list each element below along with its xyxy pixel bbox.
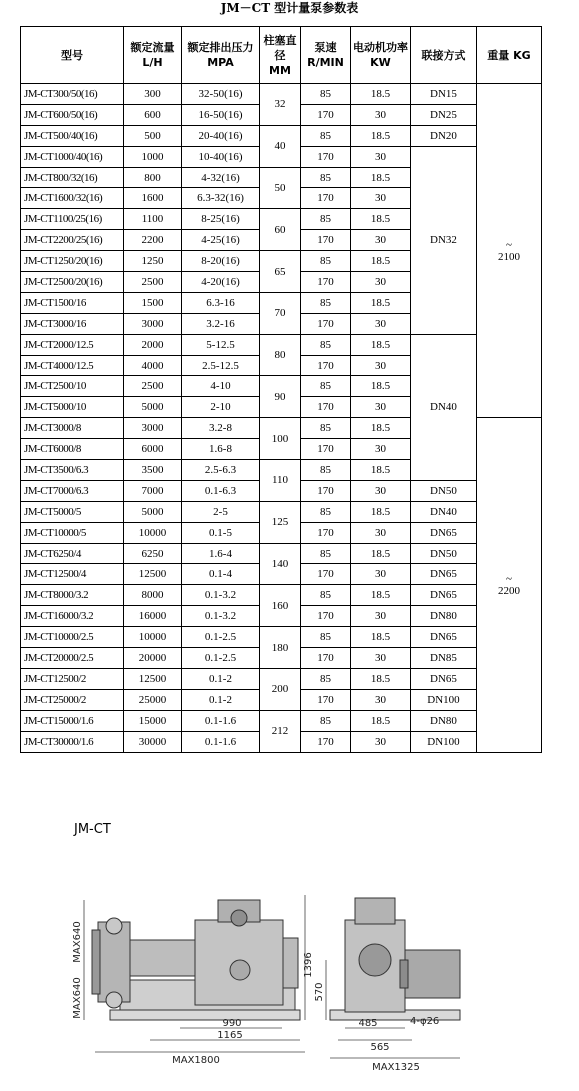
cell-pressure: 0.1-2.5 — [182, 627, 260, 648]
cell-model: JM-CT2000/12.5 — [21, 334, 124, 355]
dim-570: 570 — [314, 982, 325, 1002]
cell-flow: 16000 — [124, 606, 182, 627]
cell-motor: 18.5 — [351, 585, 411, 606]
cell-connection: DN32 — [411, 146, 477, 334]
cell-pressure: 0.1-2.5 — [182, 648, 260, 669]
cell-flow: 2500 — [124, 376, 182, 397]
cell-speed: 170 — [301, 313, 351, 334]
cell-pressure: 4-10 — [182, 376, 260, 397]
cell-speed: 85 — [301, 627, 351, 648]
cell-motor: 18.5 — [351, 376, 411, 397]
cell-motor: 18.5 — [351, 627, 411, 648]
cell-flow: 800 — [124, 167, 182, 188]
cell-motor: 18.5 — [351, 418, 411, 439]
cell-model: JM-CT4000/12.5 — [21, 355, 124, 376]
cell-pressure: 2-5 — [182, 501, 260, 522]
pump-dimension-drawing — [0, 860, 579, 1091]
cell-connection: DN85 — [411, 648, 477, 669]
table-body — [21, 84, 542, 753]
cell-connection: DN80 — [411, 710, 477, 731]
header-plunger: 柱塞直径 MM — [260, 27, 301, 84]
cell-plunger: 200 — [260, 668, 301, 710]
cell-pressure: 0.1-4 — [182, 564, 260, 585]
side-motor-coupling — [400, 960, 408, 988]
cell-speed: 85 — [301, 668, 351, 689]
cell-speed: 85 — [301, 418, 351, 439]
cell-motor: 30 — [351, 522, 411, 543]
cell-speed: 170 — [301, 731, 351, 752]
side-top-block — [355, 898, 395, 924]
cell-flow: 500 — [124, 125, 182, 146]
cell-pressure: 3.2-8 — [182, 418, 260, 439]
cell-model: JM-CT2200/25(16) — [21, 230, 124, 251]
cell-speed: 170 — [301, 397, 351, 418]
cell-pressure: 1.6-8 — [182, 439, 260, 460]
cell-model: JM-CT16000/3.2 — [21, 606, 124, 627]
cell-plunger: 212 — [260, 710, 301, 752]
cell-motor: 18.5 — [351, 710, 411, 731]
cell-connection: DN50 — [411, 480, 477, 501]
cell-motor: 18.5 — [351, 251, 411, 272]
cell-speed: 85 — [301, 334, 351, 355]
cell-speed: 170 — [301, 689, 351, 710]
cell-flow: 6250 — [124, 543, 182, 564]
cell-speed: 170 — [301, 439, 351, 460]
cell-motor: 18.5 — [351, 460, 411, 481]
dim-1165: 1165 — [217, 1030, 243, 1041]
cell-speed: 170 — [301, 564, 351, 585]
cell-speed: 85 — [301, 710, 351, 731]
cell-motor: 18.5 — [351, 84, 411, 105]
dim-max640-lower: MAX640 — [72, 977, 83, 1019]
header-weight: 重量 KG — [477, 27, 542, 84]
front-base-plate — [110, 1010, 300, 1020]
cell-motor: 18.5 — [351, 334, 411, 355]
cell-pressure: 1.6-4 — [182, 543, 260, 564]
cell-model: JM-CT12500/2 — [21, 668, 124, 689]
cell-model: JM-CT1500/16 — [21, 292, 124, 313]
cell-motor: 30 — [351, 439, 411, 460]
cell-pressure: 0.1-2 — [182, 689, 260, 710]
cell-pressure: 6.3-16 — [182, 292, 260, 313]
cell-model: JM-CT300/50(16) — [21, 84, 124, 105]
front-gearbox-knob — [231, 910, 247, 926]
cell-motor: 30 — [351, 689, 411, 710]
cell-flow: 30000 — [124, 731, 182, 752]
front-crosshead — [130, 940, 198, 976]
cell-connection: DN15 — [411, 84, 477, 105]
cell-plunger: 110 — [260, 460, 301, 502]
cell-model: JM-CT500/40(16) — [21, 125, 124, 146]
cell-model: JM-CT1250/20(16) — [21, 251, 124, 272]
header-connection: 联接方式 — [411, 27, 477, 84]
dim-990: 990 — [222, 1018, 242, 1029]
cell-plunger: 50 — [260, 167, 301, 209]
cell-pressure: 0.1-1.6 — [182, 710, 260, 731]
pump-head-flange — [92, 930, 100, 994]
table-row — [21, 84, 542, 105]
cell-connection: DN40 — [411, 334, 477, 480]
cell-motor: 30 — [351, 313, 411, 334]
cell-connection: DN80 — [411, 606, 477, 627]
cell-flow: 3000 — [124, 313, 182, 334]
cell-pressure: 2.5-12.5 — [182, 355, 260, 376]
cell-flow: 15000 — [124, 710, 182, 731]
cell-motor: 30 — [351, 397, 411, 418]
cell-motor: 30 — [351, 230, 411, 251]
cell-speed: 170 — [301, 606, 351, 627]
cell-flow: 2200 — [124, 230, 182, 251]
cell-model: JM-CT3000/8 — [21, 418, 124, 439]
cell-pressure: 8-20(16) — [182, 251, 260, 272]
cell-flow: 1500 — [124, 292, 182, 313]
cell-plunger: 60 — [260, 209, 301, 251]
front-gearbox-dial — [230, 960, 250, 980]
cell-pressure: 0.1-2 — [182, 668, 260, 689]
cell-speed: 85 — [301, 501, 351, 522]
table-row — [21, 543, 542, 564]
cell-speed: 170 — [301, 146, 351, 167]
cell-model: JM-CT20000/2.5 — [21, 648, 124, 669]
cell-pressure: 4-32(16) — [182, 167, 260, 188]
table-title: JM－CT 型计量泵参数表 — [220, 1, 359, 15]
header-pressure: 额定排出压力 MPA — [182, 27, 260, 84]
front-motor-side — [283, 938, 298, 988]
side-motor — [405, 950, 460, 998]
cell-flow: 1000 — [124, 146, 182, 167]
cell-motor: 30 — [351, 272, 411, 293]
table-row — [21, 585, 542, 606]
header-motor: 电动机功率 KW — [351, 27, 411, 84]
cell-pressure: 0.1-5 — [182, 522, 260, 543]
cell-pressure: 0.1-1.6 — [182, 731, 260, 752]
pump-head-valve-bottom — [106, 992, 122, 1008]
cell-flow: 7000 — [124, 480, 182, 501]
cell-motor: 30 — [351, 648, 411, 669]
cell-pressure: 6.3-32(16) — [182, 188, 260, 209]
cell-model: JM-CT12500/4 — [21, 564, 124, 585]
table-row — [21, 668, 542, 689]
cell-pressure: 5-12.5 — [182, 334, 260, 355]
cell-motor: 18.5 — [351, 668, 411, 689]
cell-flow: 2500 — [124, 272, 182, 293]
cell-speed: 85 — [301, 543, 351, 564]
cell-flow: 300 — [124, 84, 182, 105]
cell-flow: 600 — [124, 104, 182, 125]
cell-model: JM-CT6000/8 — [21, 439, 124, 460]
cell-pressure: 4-25(16) — [182, 230, 260, 251]
cell-motor: 30 — [351, 606, 411, 627]
cell-plunger: 140 — [260, 543, 301, 585]
cell-flow: 20000 — [124, 648, 182, 669]
cell-pressure: 3.2-16 — [182, 313, 260, 334]
cell-pressure: 10-40(16) — [182, 146, 260, 167]
cell-motor: 18.5 — [351, 167, 411, 188]
cell-motor: 18.5 — [351, 501, 411, 522]
dim-565: 565 — [370, 1042, 390, 1053]
cell-speed: 85 — [301, 376, 351, 397]
cell-weight: ~ 2100 — [477, 84, 542, 418]
cell-motor: 18.5 — [351, 543, 411, 564]
cell-model: JM-CT6250/4 — [21, 543, 124, 564]
cell-motor: 18.5 — [351, 209, 411, 230]
cell-speed: 85 — [301, 125, 351, 146]
cell-flow: 12500 — [124, 668, 182, 689]
cell-model: JM-CT600/50(16) — [21, 104, 124, 125]
cell-flow: 4000 — [124, 355, 182, 376]
cell-model: JM-CT1100/25(16) — [21, 209, 124, 230]
cell-pressure: 0.1-3.2 — [182, 606, 260, 627]
cell-speed: 85 — [301, 460, 351, 481]
cell-pressure: 0.1-6.3 — [182, 480, 260, 501]
cell-connection: DN40 — [411, 501, 477, 522]
dim-holes: 4-φ26 — [410, 1016, 440, 1027]
cell-speed: 85 — [301, 292, 351, 313]
cell-motor: 30 — [351, 104, 411, 125]
table-row — [21, 125, 542, 146]
cell-pressure: 0.1-3.2 — [182, 585, 260, 606]
cell-speed: 85 — [301, 84, 351, 105]
cell-model: JM-CT10000/5 — [21, 522, 124, 543]
cell-pressure: 2-10 — [182, 397, 260, 418]
cell-connection: DN65 — [411, 627, 477, 648]
cell-plunger: 160 — [260, 585, 301, 627]
cell-model: JM-CT8000/3.2 — [21, 585, 124, 606]
cell-speed: 170 — [301, 104, 351, 125]
cell-model: JM-CT7000/6.3 — [21, 480, 124, 501]
cell-connection: DN25 — [411, 104, 477, 125]
cell-plunger: 180 — [260, 627, 301, 669]
cell-model: JM-CT3000/16 — [21, 313, 124, 334]
dim-max1800: MAX1800 — [172, 1055, 220, 1066]
cell-flow: 2000 — [124, 334, 182, 355]
cell-connection: DN65 — [411, 585, 477, 606]
table-row — [21, 710, 542, 731]
header-speed: 泵速 R/MIN — [301, 27, 351, 84]
cell-motor: 18.5 — [351, 125, 411, 146]
cell-speed: 170 — [301, 272, 351, 293]
cell-speed: 85 — [301, 167, 351, 188]
cell-model: JM-CT15000/1.6 — [21, 710, 124, 731]
cell-pressure: 4-20(16) — [182, 272, 260, 293]
cell-flow: 1250 — [124, 251, 182, 272]
cell-flow: 12500 — [124, 564, 182, 585]
cell-speed: 85 — [301, 251, 351, 272]
cell-model: JM-CT5000/5 — [21, 501, 124, 522]
cell-pressure: 2.5-6.3 — [182, 460, 260, 481]
dim-1396: 1396 — [303, 952, 314, 978]
table-row — [21, 627, 542, 648]
header-flow: 额定流量 L/H — [124, 27, 182, 84]
cell-model: JM-CT1000/40(16) — [21, 146, 124, 167]
cell-motor: 30 — [351, 564, 411, 585]
cell-flow: 3500 — [124, 460, 182, 481]
drawing-label: JM-CT — [74, 822, 111, 837]
dim-485: 485 — [358, 1018, 378, 1029]
cell-flow: 1100 — [124, 209, 182, 230]
cell-plunger: 70 — [260, 292, 301, 334]
cell-connection: DN65 — [411, 564, 477, 585]
cell-plunger: 65 — [260, 251, 301, 293]
cell-plunger: 125 — [260, 501, 301, 543]
cell-model: JM-CT1600/32(16) — [21, 188, 124, 209]
cell-connection: DN65 — [411, 668, 477, 689]
cell-model: JM-CT5000/10 — [21, 397, 124, 418]
cell-model: JM-CT10000/2.5 — [21, 627, 124, 648]
cell-model: JM-CT2500/20(16) — [21, 272, 124, 293]
cell-connection: DN100 — [411, 731, 477, 752]
cell-flow: 5000 — [124, 397, 182, 418]
cell-flow: 6000 — [124, 439, 182, 460]
cell-model: JM-CT800/32(16) — [21, 167, 124, 188]
cell-connection: DN100 — [411, 689, 477, 710]
cell-plunger: 80 — [260, 334, 301, 376]
dim-max640-upper: MAX640 — [72, 921, 83, 963]
cell-flow: 10000 — [124, 522, 182, 543]
cell-speed: 170 — [301, 648, 351, 669]
cell-motor: 30 — [351, 731, 411, 752]
cell-flow: 5000 — [124, 501, 182, 522]
header-row — [21, 27, 542, 84]
cell-speed: 170 — [301, 230, 351, 251]
cell-flow: 3000 — [124, 418, 182, 439]
cell-connection: DN65 — [411, 522, 477, 543]
cell-flow: 25000 — [124, 689, 182, 710]
side-center-disc — [359, 944, 391, 976]
cell-model: JM-CT25000/2 — [21, 689, 124, 710]
header-model: 型号 — [21, 27, 124, 84]
cell-motor: 30 — [351, 480, 411, 501]
table-row — [21, 501, 542, 522]
cell-model: JM-CT2500/10 — [21, 376, 124, 397]
cell-motor: 30 — [351, 355, 411, 376]
parameter-table — [20, 26, 542, 753]
cell-pressure: 16-50(16) — [182, 104, 260, 125]
cell-weight: ~ 2200 — [477, 418, 542, 752]
cell-plunger: 32 — [260, 84, 301, 126]
cell-speed: 85 — [301, 585, 351, 606]
cell-pressure: 32-50(16) — [182, 84, 260, 105]
cell-pressure: 8-25(16) — [182, 209, 260, 230]
cell-connection: DN50 — [411, 543, 477, 564]
cell-flow: 1600 — [124, 188, 182, 209]
cell-speed: 170 — [301, 480, 351, 501]
cell-speed: 170 — [301, 522, 351, 543]
cell-motor: 18.5 — [351, 292, 411, 313]
cell-motor: 30 — [351, 188, 411, 209]
cell-plunger: 100 — [260, 418, 301, 460]
cell-flow: 10000 — [124, 627, 182, 648]
dim-max1325: MAX1325 — [372, 1062, 420, 1073]
pump-head-valve-top — [106, 918, 122, 934]
table-row — [21, 334, 542, 355]
cell-connection: DN20 — [411, 125, 477, 146]
cell-speed: 85 — [301, 209, 351, 230]
cell-plunger: 40 — [260, 125, 301, 167]
cell-flow: 8000 — [124, 585, 182, 606]
cell-plunger: 90 — [260, 376, 301, 418]
cell-model: JM-CT3500/6.3 — [21, 460, 124, 481]
cell-motor: 30 — [351, 146, 411, 167]
cell-model: JM-CT30000/1.6 — [21, 731, 124, 752]
cell-pressure: 20-40(16) — [182, 125, 260, 146]
cell-speed: 170 — [301, 188, 351, 209]
cell-speed: 170 — [301, 355, 351, 376]
